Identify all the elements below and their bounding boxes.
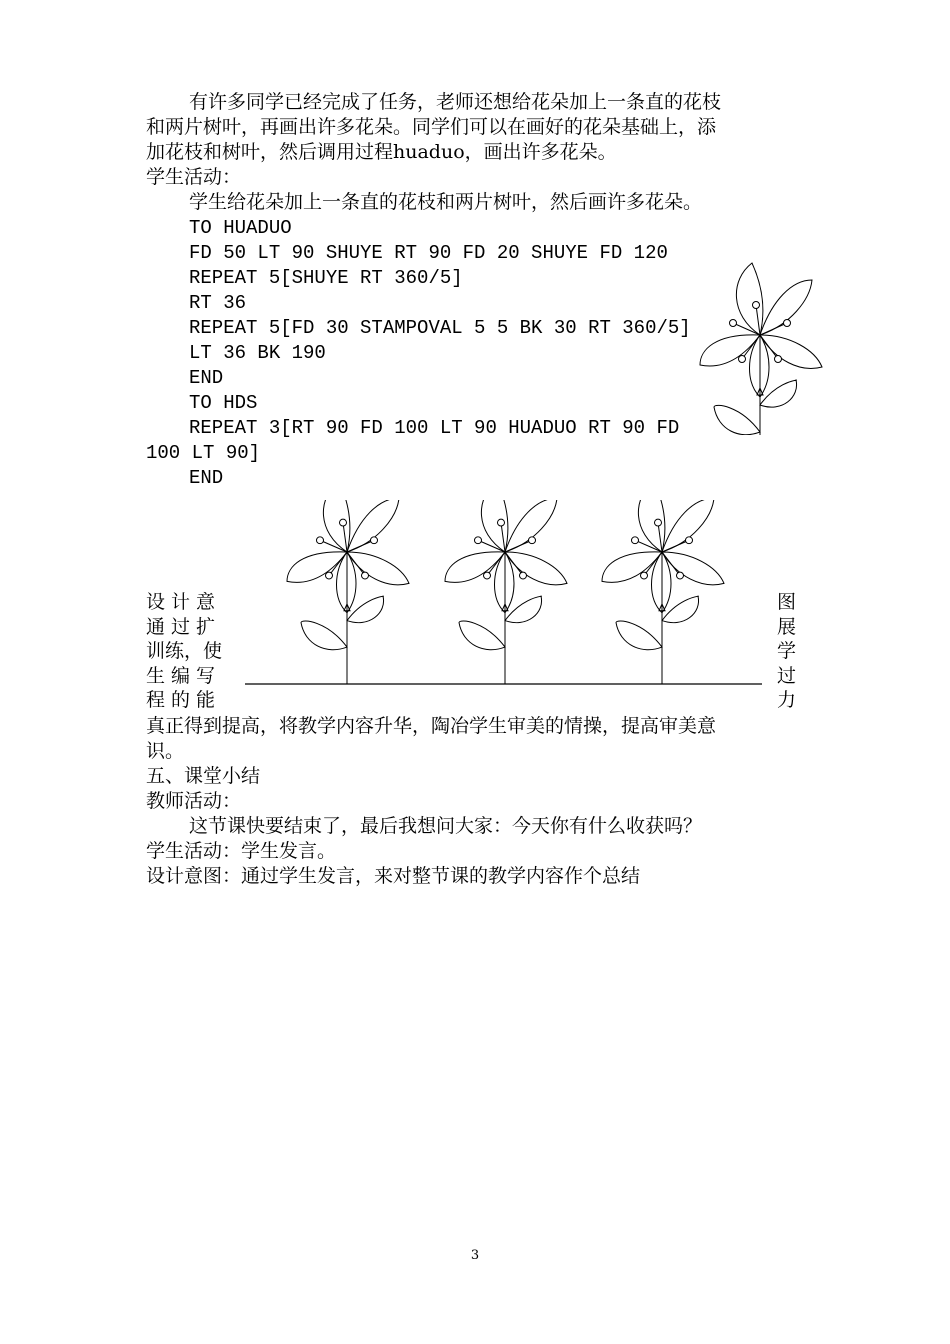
- wrap-right-line: 图: [777, 591, 797, 613]
- code-line: REPEAT 3[RT 90 FD 100 LT 90 HUADUO RT 90 FD: [189, 417, 680, 439]
- code-line: END: [189, 367, 224, 389]
- paragraph-line: 真正得到提高，将教学内容升华，陶冶学生审美的情操，提高审美意: [146, 715, 717, 737]
- wrap-left-line: 设计意: [146, 591, 222, 613]
- code-line: LT 36 BK 190: [189, 342, 326, 364]
- wrap-left-line: 生编写: [146, 664, 222, 687]
- code-line: REPEAT 5[SHUYE RT 360/5]: [189, 267, 463, 289]
- wrap-right-column: [777, 590, 796, 713]
- paragraph-line: 识。: [146, 740, 185, 762]
- page-number: 3: [470, 1248, 480, 1263]
- code-line: TO HUADUO: [189, 217, 292, 239]
- paragraph-line: 有许多同学已经完成了任务，老师还想给花朵加上一条直的花枝: [189, 91, 722, 113]
- paragraph-line: 加花枝和树叶，然后调用过程huaduo，画出许多花朵。: [146, 141, 617, 163]
- student-activity-label: 学生活动：: [146, 166, 242, 188]
- wrap-right-line: 学: [777, 640, 797, 662]
- student-speak: 学生活动：学生发言。: [146, 840, 337, 862]
- wrap-left-line: 通过扩: [146, 615, 222, 638]
- code-line: END: [189, 467, 224, 489]
- flower-figure: [690, 235, 840, 435]
- code-line: TO HDS: [189, 392, 258, 414]
- paragraph-line: 和两片树叶，再画出许多花朵。同学们可以在画好的花朵基础上，添: [146, 116, 717, 138]
- teacher-activity-label: 教师活动：: [146, 790, 242, 812]
- section-heading: 五、课堂小结: [146, 765, 261, 787]
- design-intent: 设计意图：通过学生发言，来对整节课的教学内容作个总结: [146, 865, 641, 887]
- wrap-right-line: 过: [777, 664, 797, 687]
- teacher-question: 这节课快要结束了，最后我想问大家：今天你有什么收获吗？: [189, 815, 703, 837]
- wrap-left-column: [146, 590, 222, 713]
- code-line: RT 36: [189, 292, 247, 314]
- wrap-left-line: 程的能: [146, 689, 222, 711]
- student-activity-text: 学生给花朵加上一条直的花枝和两片树叶，然后画许多花朵。: [189, 191, 703, 213]
- code-line: REPEAT 5[FD 30 STAMPOVAL 5 5 BK 30 RT 360/5]: [189, 317, 691, 339]
- flowers-row-figure: [240, 500, 770, 690]
- wrap-left-line: 训练，使: [146, 640, 223, 662]
- code-line: 100 LT 90]: [146, 442, 261, 464]
- wrap-right-line: 展: [777, 615, 797, 638]
- code-line: FD 50 LT 90 SHUYE RT 90 FD 20 SHUYE FD 120: [189, 242, 668, 264]
- wrap-right-line: 力: [777, 689, 797, 711]
